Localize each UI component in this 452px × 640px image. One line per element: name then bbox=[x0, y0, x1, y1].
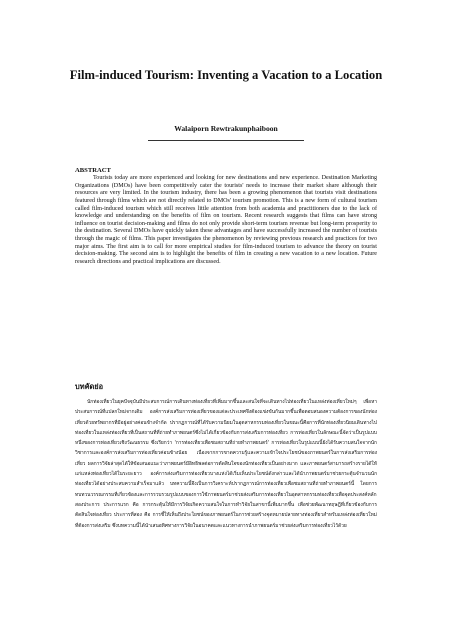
abstract-body bbox=[75, 175, 377, 267]
thai-abstract-heading: บทคัดย่อ bbox=[75, 382, 104, 391]
author-underline bbox=[148, 140, 304, 141]
author-name: Walaiporn Rewtrakunphaiboon bbox=[174, 124, 278, 133]
abstract-text: Tourists today are more experienced and looking for new destinations and new experience. Destination Marketing Organizations (DMOs) have been competitively cater the tourists' needs to increase their market share although their resources are very limited. In the tourism industry, there has been a growing phenomenon that tourists visit destinations featured through films which are not directly related to DMOs' tourism promotion. This is a new form of cultural tourism called film-induced tourism which still receives little attention from both academia and practitioners due to the lack of knowledge and understanding on the benefits of film on tourism. Recent research suggests that films can have strong influence on tourist decision-making and films do not only provide short-term tourism revenue but long-term prosperity to the destination. Several DMOs have quickly taken these advantages and have successfully increased the number of tourists through the magic of films. This paper investigates the phenomenon by reviewing previous research and practices for two major aims. The first aim is to call for more empirical studies for film-induced tourism to advance the theory on tourist decision-making. The second aim is to highlight the benefits of film in creating a new vacation to a new location. Future research directions and practical implications are discussed. bbox=[75, 175, 377, 265]
thai-abstract-text: นักท่องเที่ยวในยุคปัจจุบันมีประสบการณ์การเดินทางท่องเที่ยวที่เพิ่มมากขึ้นและสนใจที่จะเดินทางไปท่องเที่ยวในแหล่งท่องเที่ยวใหม่ๆ เพื่อหาประสบการณ์ที่แปลกใหม่จากเดิม องค์การส่งเสริมการท่องเที่ยวของแต่ละประเทศจึงต้องแข่งขันกันมากขึ้นเพื่อตอบสนองความต้องการของนักท่องเที่ยวด้วยทรัพยากรที่มีอยู่อย่างค่อนข้างจำกัด ปรากฏการณ์ที่ได้รับความนิยมในอุตสาหกรรมท่องเที่ยวในขณะนี้คือการที่นักท่องเที่ยวนิยมเดินทางไปท่องเที่ยวในแหล่งท่องเที่ยวที่เป็นสถานที่ที่ถ่ายทำภาพยนตร์ซึ่งไม่ได้เกี่ยวข้องกับการส่งเสริมการท่องเที่ยว การท่องเที่ยวในลักษณะนี้จัดว่าเป็นรูปแบบหนึ่งของการท่องเที่ยวเชิงวัฒนธรรม ซึ่งเรียกว่า 'การท่องเที่ยวเพื่อชมสถานที่ถ่ายทำภาพยนตร์' การท่องเที่ยวในรูปแบบนี้ยังได้รับความสนใจจากนักวิชาการและองค์การส่งเสริมการท่องเที่ยวค่อนข้างน้อย เนื่องจากการขาดความรู้และความเข้าใจประโยชน์ของภาพยนตร์ในการส่งเสริมการท่องเที่ยว ผลการวิจัยล่าสุดได้ให้ข้อเสนอแนะว่าภาพยนตร์มีอิทธิพลต่อการตัดสินใจของนักท่องเที่ยวเป็นอย่างมาก และภาพยนตร์สามารถสร้างรายได้ให้แก่แหล่งท่องเที่ยวได้ในระยะยาว องค์การส่งเสริมการท่องเที่ยวบางแห่งได้เริ่มเห็นประโยชน์ดังกล่าวและได้นำภาพยนตร์มาช่วยกระตุ้นจำนวนนักท่องเที่ยวได้อย่างประสบความสำเร็จมาแล้ว บทความนี้จึงเป็นการวิเคราะห์ปรากฏการณ์การท่องเที่ยวเพื่อชมสถานที่ถ่ายทำภาพยนตร์นี้ โดยการทบทวนวรรณกรรมที่เกี่ยวข้องและการรวบรวมรูปแบบของการใช้ภาพยนตร์มาช่วยส่งเสริมการท่องเที่ยวในอุตสาหกรรมท่องเที่ยวเพื่อจุดประสงค์หลักสองประการ ประการแรก คือ การกระตุ้นให้มีการวิจัยเกิดความสนใจในการทำวิจัยในสาขานี้เพิ่มมากขึ้น เพื่อช่วยพัฒนาทฤษฎีที่เกี่ยวข้องกับการตัดสินใจท่องเที่ยว ประการที่สอง คือ การชี้ให้เห็นถึงประโยชน์ของภาพยนตร์ในการช่วยสร้างจุดหมายปลายทางท่องเที่ยวสำหรับแหล่งท่องเที่ยวใหม่ที่ต้องการส่งเสริม ซึ่งบทความนี้ได้นำเสนอทิศทางการวิจัยในอนาคตและแนวทางการนำภาพยนตร์มาช่วยส่งเสริมการท่องเที่ยวไว้ด้วย bbox=[75, 399, 377, 529]
paper-title: Film-induced Tourism: Inventing a Vacation to a Location bbox=[69, 68, 383, 82]
abstract-heading: ABSTRACT bbox=[75, 167, 111, 174]
thai-abstract-body bbox=[75, 397, 377, 531]
